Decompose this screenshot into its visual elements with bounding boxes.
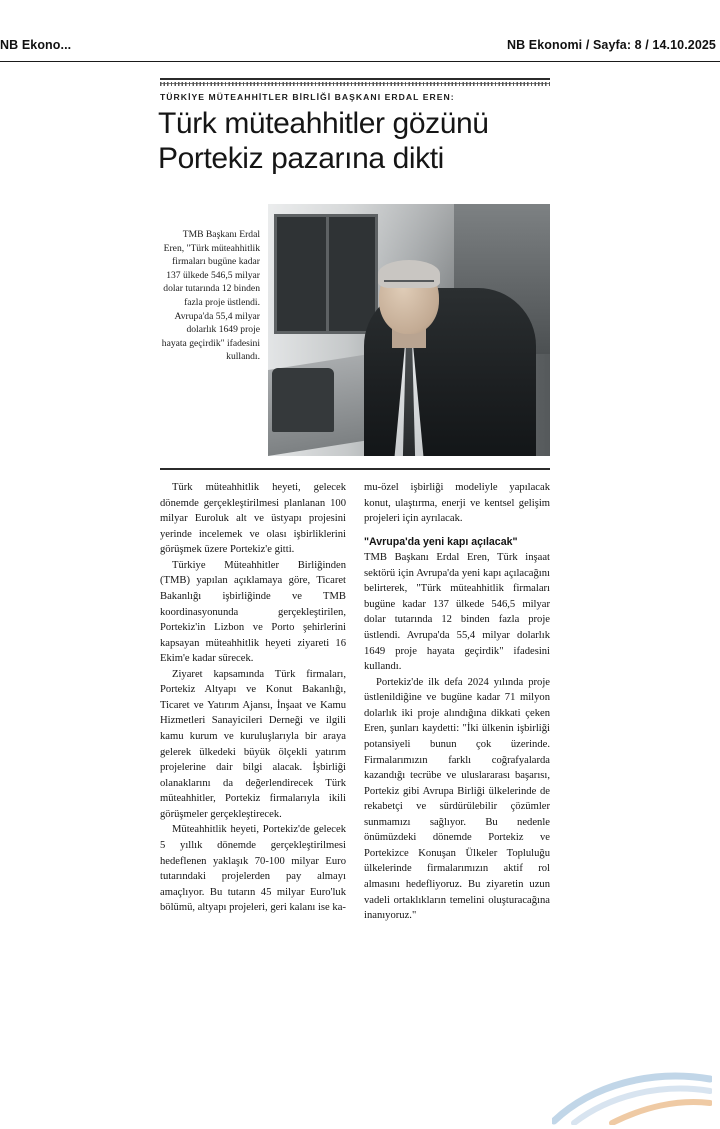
photo-caption: TMB Başkanı Erdal Eren, "Türk müteahhitlik firmaları bugüne kadar 137 ülkede 546,5 milyar dolar tutarında 12 binden fazla proje üstlendi. Avrupa'da 55,4 milyar dolarlık 1649 proje hayata geçirdik" ifadesini kullandı. bbox=[161, 229, 260, 363]
app-header-bar bbox=[0, 0, 720, 62]
watermark-swoosh-icon bbox=[552, 1055, 712, 1125]
body-paragraph: Ziyaret kapsamında Türk firmaları, Portekiz Altyapı ve Konut Bakanlığı, Ticaret ve Yatırım Ajansı, İnşaat ve Kamu Hizmetleri Sanayicileri Derneği ve ilgili kamu kurum ve kuruluşlarıyla bir araya gelerek ülkedeki büyük ölçekli yatırım projelerine dair bilgi alacak. İşbirliği olanaklarını da değerlendirecek Türk müteahhitler, Portekiz firmalarıyla ikili görüşmeler gerçekleştirecek. bbox=[160, 668, 346, 820]
body-paragraph: mu-özel işbirliği modeliyle yapılacak konut, ulaştırma, enerji ve kentsel gelişim projeleri için ayrılacak. bbox=[364, 482, 550, 525]
article-kicker: TÜRKİYE MÜTEAHHİTLER BİRLİĞİ BAŞKANI ERDAL EREN: bbox=[160, 92, 455, 102]
photo-window bbox=[274, 214, 378, 334]
body-paragraph: Türkiye Müteahhitler Birliğinden (TMB) yapılan açıklamaya göre, Ticaret Bakanlığı işbirliğinde ve TMB koordinasyonunda gerçekleştirilen, Portekiz'in Lizbon ve Porto şehirlerini kapsayan müteahhitlik heyeti ziyareti 16 Ekim'e kadar sürecek. bbox=[160, 559, 346, 665]
news-clipping bbox=[160, 78, 560, 1123]
article-headline: Türk müteahhitler gözünü Portekiz pazarına dikti bbox=[158, 107, 489, 176]
photo-chair bbox=[272, 368, 334, 432]
body-paragraph: Türk müteahhitlik heyeti, gelecek dönemde gerçekleştirilmesi planlanan 100 milyar Euroluk alt ve üstyapı projesini yerinde incelemek ve olası işbirliklerini görüşmek üzere Portekiz'e gitti. bbox=[160, 482, 346, 556]
body-paragraph: TMB Başkanı Erdal Eren, Türk inşaat sektörü için Avrupa'da yeni kapı açılacağını belirterek, "Türk müteahhitlik firmaları bugüne kadar 137 ülkede 546,5 milyar dolar tutarında 12 binden fazla proje üstlendi. Avrupa'da 55,4 milyar dolarlık 1649 proje hayata geçirdik" ifadesini kullandı. bbox=[364, 552, 550, 673]
article-body bbox=[160, 480, 550, 1120]
body-paragraph: Portekiz'de ilk defa 2024 yılında proje üstlenildiğine ve bugüne kadar 71 milyon dolarlık iki proje alındığına dikkati çeken Eren, şunları kaydetti: "İki ülkenin işbirliği potansiyeli bunun çok üzerinde. Firmalarımızın farklı coğrafyalarda kazandığı tecrübe ve uluslararası başarısı, Portekiz gibi Avrupa Birliği ülkelerinde de rekabetçi ve sürdürülebilir çözümler sunmamızı sağlıyor. Bu nedenle önümüzdeki dönemde Portekiz ve Portekizce Konuşan Ülkeler Topluluğu ülkelerinde firmalarımızın aktif rol almasını hedefliyoruz. Bu ziyaretin uzun vadeli ortaklıkların temelini oluşturacağına inanıyoruz." bbox=[364, 676, 550, 922]
article-photo bbox=[268, 204, 550, 456]
source-label: NB Ekono... bbox=[0, 38, 72, 52]
publication-meta: NB Ekonomi / Sayfa: 8 / 14.10.2025 bbox=[506, 38, 716, 52]
dotted-rule bbox=[160, 82, 550, 86]
article-column-right bbox=[364, 480, 550, 1120]
body-paragraph: Müteahhitlik heyeti, Portekiz'de gelecek 5 yıllık dönemde gerçekleştirilmesi hedeflenen yaklaşık 70-100 milyar Euro tutarındaki projelerden pay almayı amaçlıyor. Bu tutarın 45 milyar Euro'luk bölümü, altyapı projeleri, geri kalanı ise ka- bbox=[160, 824, 346, 914]
mid-rule-divider bbox=[160, 468, 550, 470]
photo-subject-glasses bbox=[384, 280, 434, 292]
article-column-left bbox=[160, 480, 346, 1120]
article-subheading: "Avrupa'da yeni kapı açılacak" bbox=[364, 535, 518, 548]
top-rule-divider bbox=[160, 78, 550, 84]
